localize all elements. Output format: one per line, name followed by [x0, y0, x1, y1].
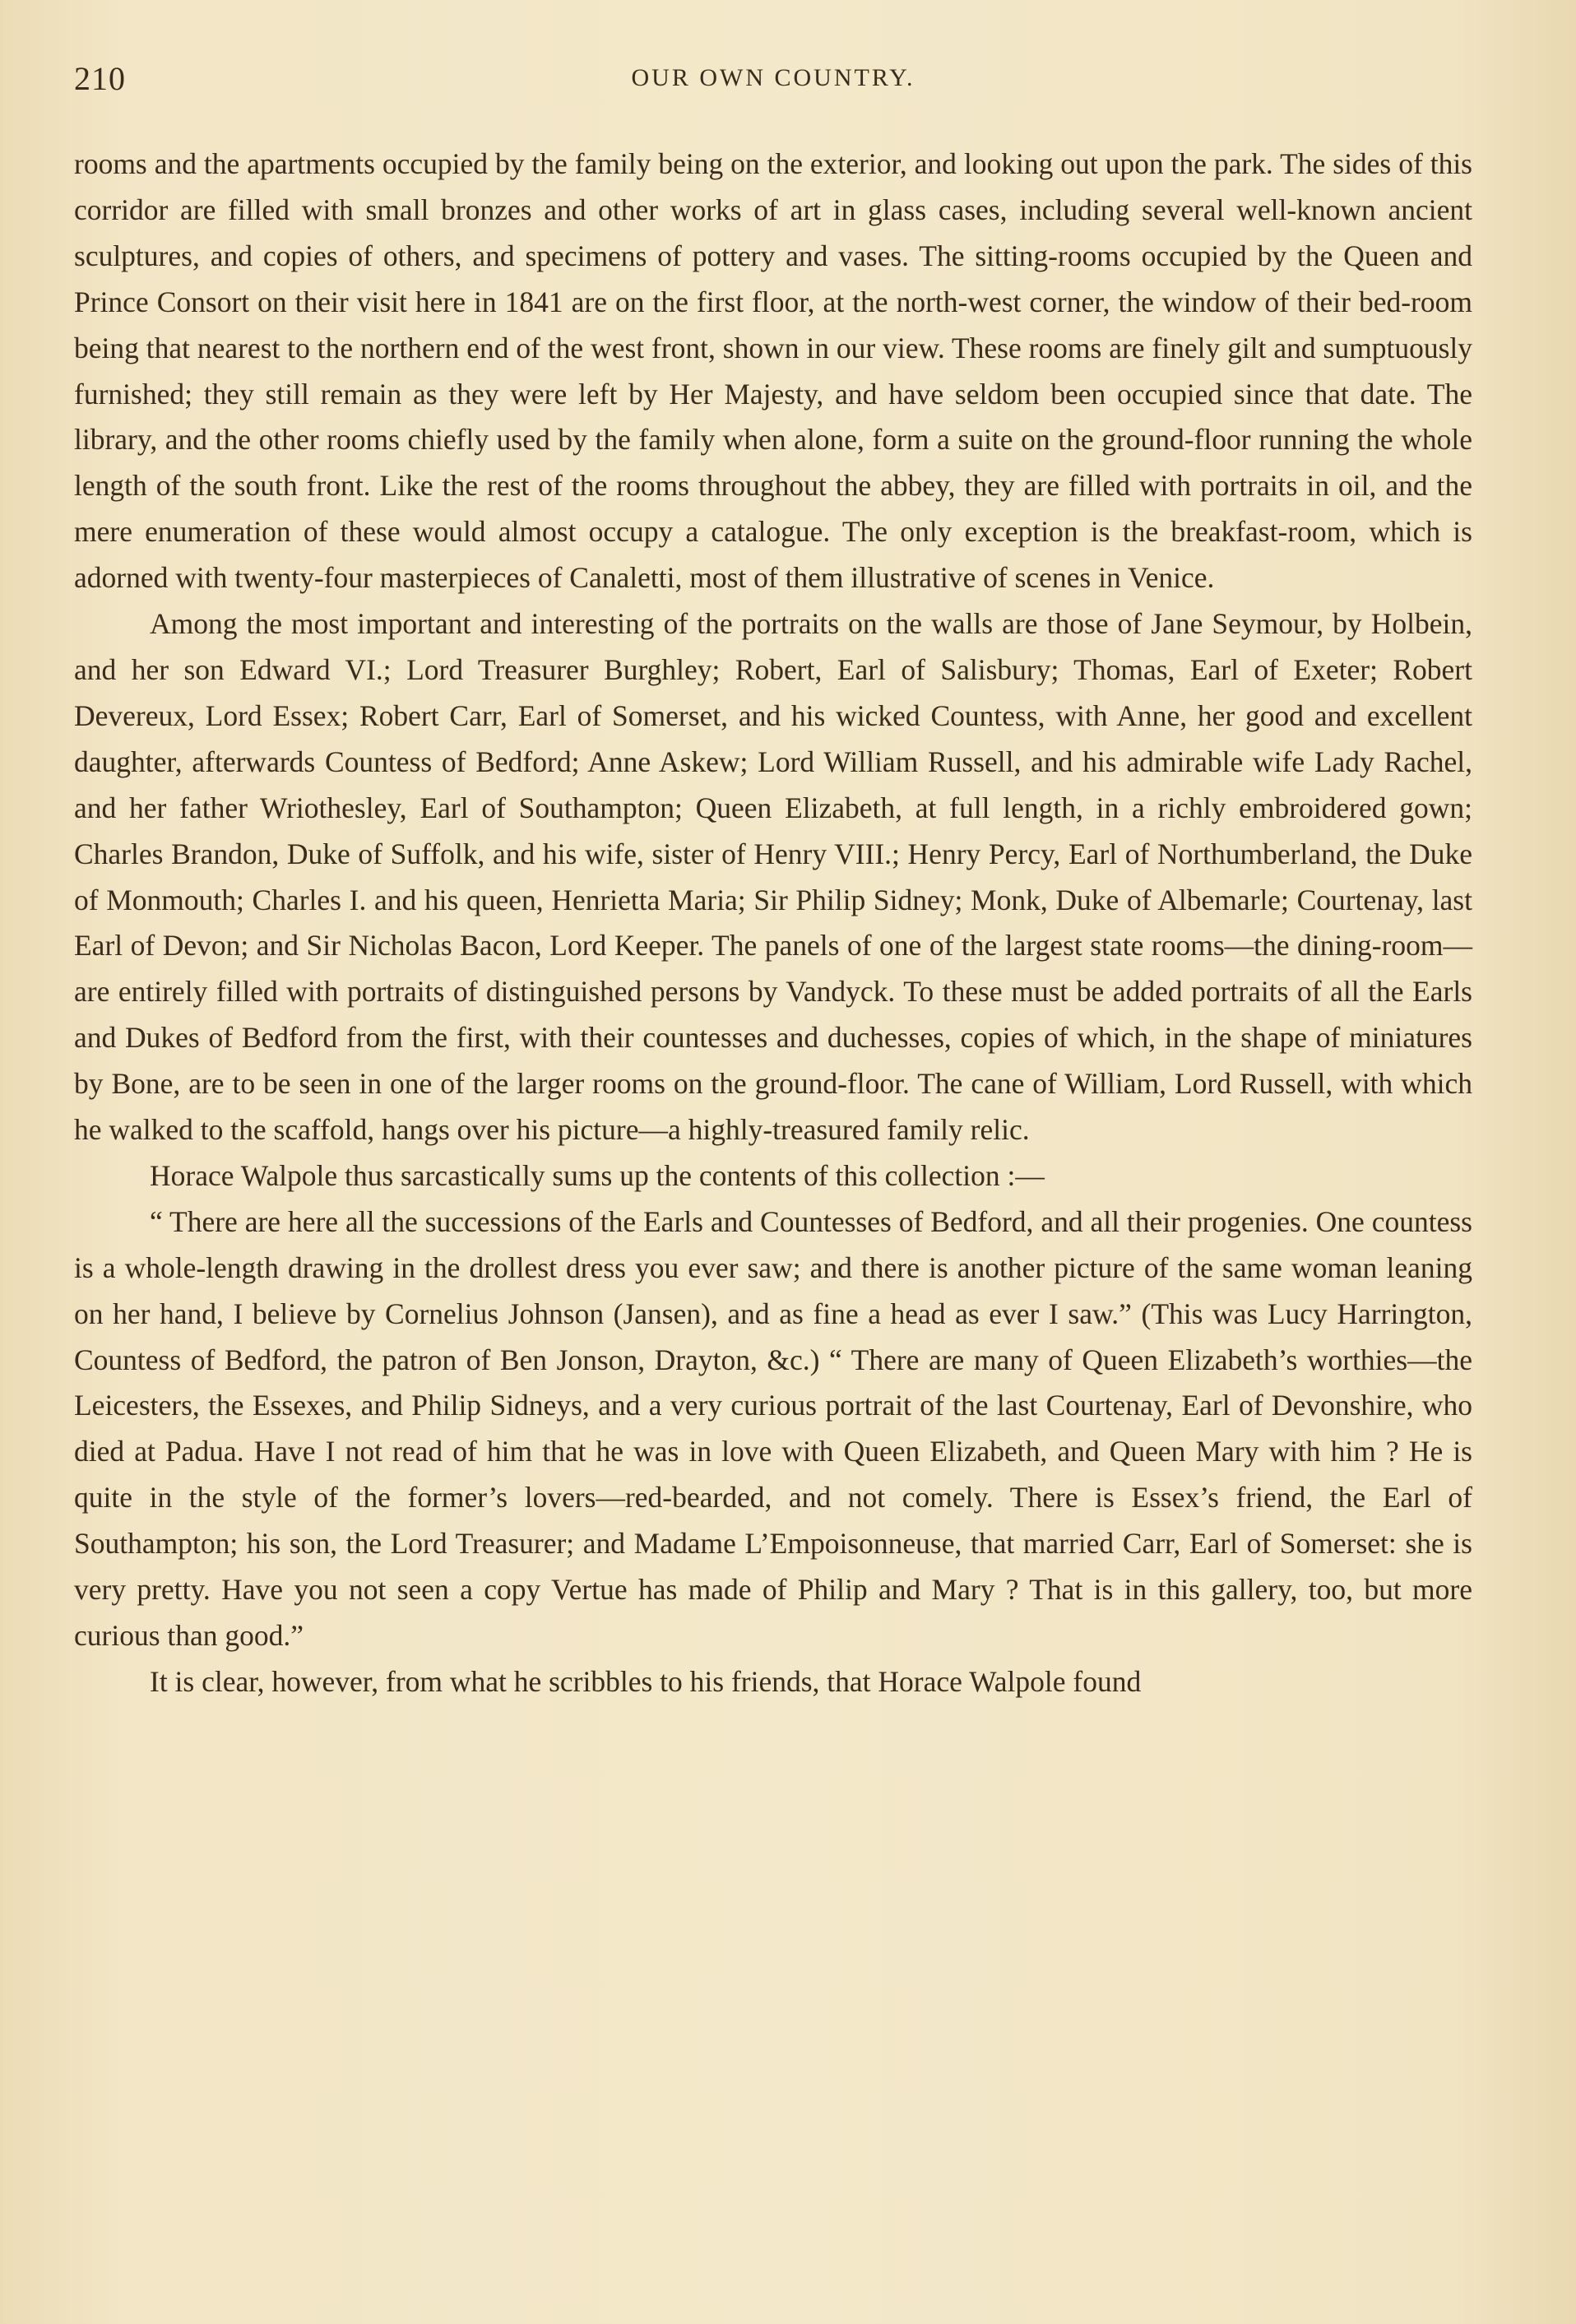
- body-text: [74, 141, 1472, 1705]
- paragraph-portraits: Among the most important and interesting of the portraits on the walls are those of Jane Seymour, by Holbein, and her son Edward VI.; Lord Treasurer Burghley; Robert, Earl of Salisbury; Thomas, Earl of Exeter; Robert Devereux, Lord Essex; Robert Carr, Earl of Somerset, and his wicked Countess, with Anne, her good and excellent daughter, afterwards Countess of Bedford; Anne Askew; Lord William Russell, and his admirable wife Lady Rachel, and her father Wriothesley, Earl of Southampton; Queen Elizabeth, at full length, in a richly embroidered gown; Charles Brandon, Duke of Suffolk, and his wife, sister of Henry VIII.; Henry Percy, Earl of Northumberland, the Duke of Monmouth; Charles I. and his queen, Henrietta Maria; Sir Philip Sidney; Monk, Duke of Albemarle; Courtenay, last Earl of Devon; and Sir Nicholas Bacon, Lord Keeper. The panels of one of the largest state rooms—the dining-room—are entirely filled with portraits of distinguished persons by Vandyck. To these must be added portraits of all the Earls and Dukes of Bedford from the first, with their countesses and duchesses, copies of which, in the shape of miniatures by Bone, are to be seen in one of the larger rooms on the ground-floor. The cane of William, Lord Russell, with which he walked to the scaffold, hangs over his picture—a highly-treasured family relic.: [74, 607, 1472, 1147]
- page-number: 210: [74, 60, 126, 97]
- paragraph-walpole-quote: “ There are here all the successions of the Earls and Countesses of Bedford, and all their progenies. One countess is a whole-length drawing in the drollest dress you ever saw; and there is another picture of the same woman leaning on her hand, I believe by Cornelius Johnson (Jansen), and as fine a head as ever I saw.” (This was Lucy Harrington, Countess of Bedford, the patron of Ben Jonson, Drayton, &c.) “ There are many of Queen Elizabeth’s worthies—the Leicesters, the Essexes, and Philip Sidneys, and a very curious portrait of the last Courtenay, Earl of Devonshire, who died at Padua. Have I not read of him that he was in love with Queen Elizabeth, and Queen Mary with him ? He is quite in the style of the former’s lovers—red-bearded, and not comely. There is Essex’s friend, the Earl of Southampton; his son, the Lord Treasurer; and Madame L’Empoisonneuse, that married Carr, Earl of Somerset: she is very pretty. Have you not seen a copy Vertue has made of Philip and Mary ? That is in this gallery, too, but more curious than good.”: [74, 1204, 1472, 1652]
- paragraph-walpole-intro: Horace Walpole thus sarcastically sums up the contents of this collection :—: [150, 1158, 1045, 1192]
- paragraph-continued: rooms and the apartments occupied by the family being on the exterior, and looking out upon the park. The sides of this corridor are filled with small bronzes and other works of art in glass cases, including several well-known ancient sculptures, and copies of others, and specimens of pottery and vases. The sitting-rooms occupied by the Queen and Prince Consort on their visit here in 1841 are on the first floor, at the north-west corner, the window of their bed-room being that nearest to the northern end of the west front, shown in our view. These rooms are finely gilt and sumptuously furnished; they still remain as they were left by Her Majesty, and have seldom been occupied since that date. The library, and the other rooms chiefly used by the family when alone, form a suite on the ground-floor running the whole length of the south front. Like the rest of the rooms throughout the abbey, they are filled with portraits in oil, and the mere enumeration of these would almost occupy a catalogue. The only exception is the breakfast-room, which is adorned with twenty-four masterpieces of Canaletti, most of them illustrative of scenes in Venice.: [74, 147, 1472, 595]
- running-head: OUR OWN COUNTRY.: [631, 64, 915, 91]
- page-header: [74, 59, 1472, 100]
- paragraph-final: It is clear, however, from what he scribbles to his friends, that Horace Walpole found: [150, 1664, 1142, 1698]
